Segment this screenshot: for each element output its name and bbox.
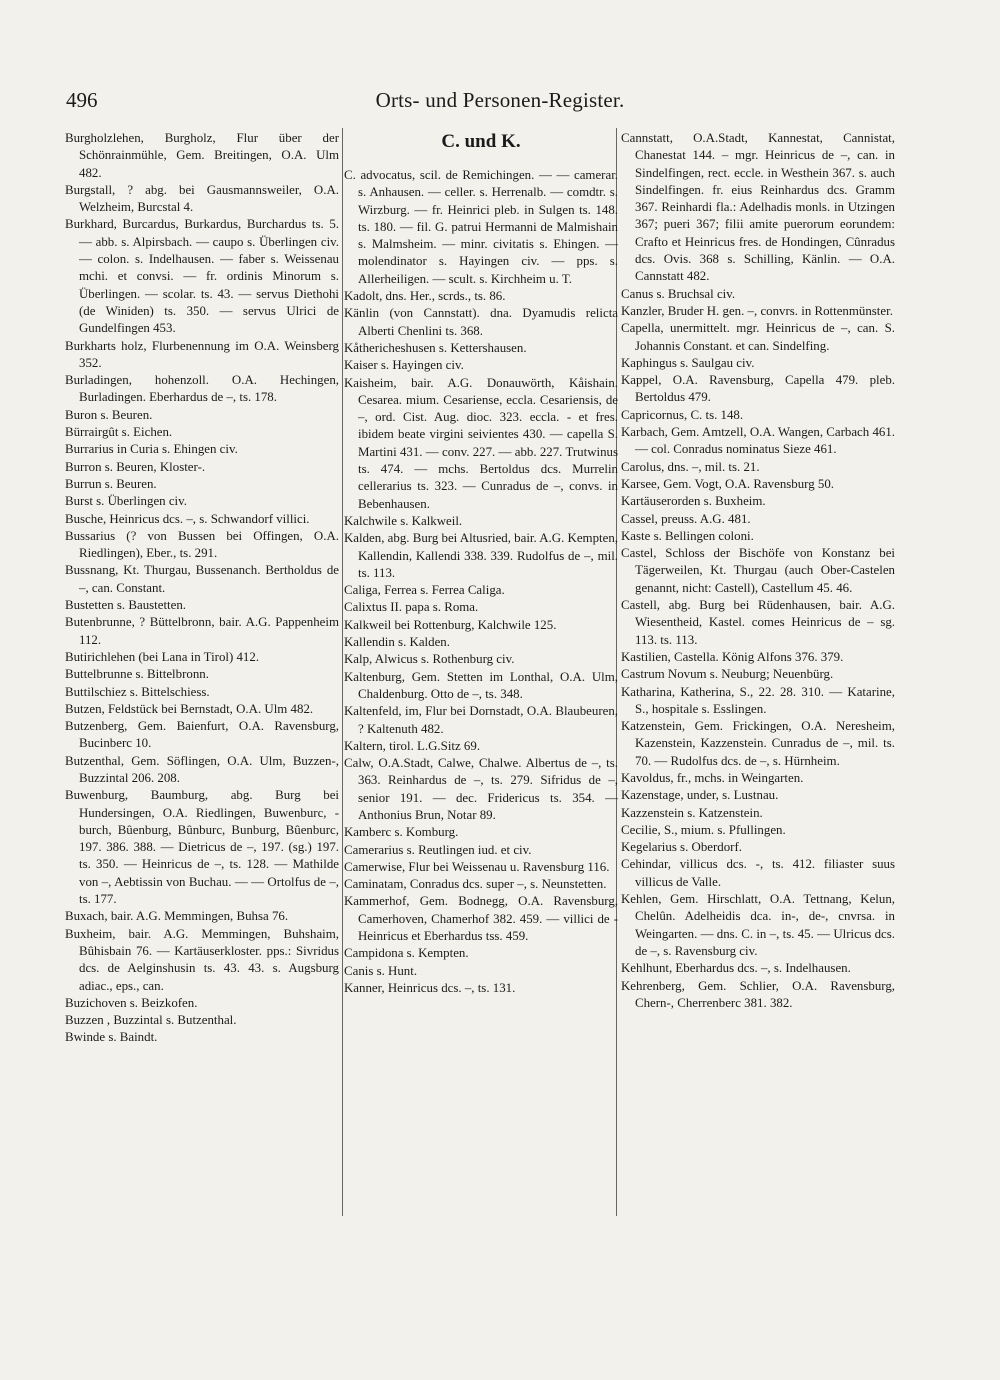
register-entry: Bussarius (? von Bussen bei Offingen, O.A. Riedlingen), Eber., ts. 291.	[65, 528, 339, 561]
register-entry: Caminatam, Conradus dcs. super –, s. Neunstetten.	[344, 877, 607, 892]
register-entry: Kåthericheshusen s. Kettershausen.	[344, 340, 527, 355]
register-entry: Kappel, O.A. Ravensburg, Capella 479. pleb. Bertoldus 479.	[621, 373, 895, 405]
register-entry: Kammerhof, Gem. Bodnegg, O.A. Ravensburg, Camerhoven, Chamerhof 382. 459. — villici de - Heinricus et Eberhardus tss. 459.	[344, 894, 618, 944]
register-entry: Katzenstein, Gem. Frickingen, O.A. Neresheim, Kazenstein, Kazzenstein. Cunradus de –, mil. ts. 70. — Rudolfus dcs. de –, s. Hürnheim.	[621, 719, 895, 768]
register-entry: Kalkweil bei Rottenburg, Kalchwile 125.	[344, 617, 557, 632]
register-entry: Bussnang, Kt. Thurgau, Bussenanch. Bertholdus de –, can. Constant.	[65, 563, 339, 595]
register-entry: Cehindar, villicus dcs. -, ts. 412. filiaster suus villicus de Valle.	[621, 857, 895, 889]
register-entry: Calixtus II. papa s. Roma.	[344, 600, 479, 615]
register-entry: Campidona s. Kempten.	[344, 946, 469, 961]
register-entry: Calw, O.A.Stadt, Calwe, Chalwe. Albertus de –, ts. 363. Reinhardus de –, ts. 279. Sifridus de –, senior 191. — dec. Fridericus ts. 354. — Anthonius Brun, Notar 89.	[344, 756, 618, 822]
register-entry: Kavoldus, fr., mchs. in Weingarten.	[621, 770, 804, 785]
register-entry: Kanner, Heinricus dcs. –, ts. 131.	[344, 980, 516, 995]
register-entry: Buttelbrunne s. Bittelbronn.	[65, 667, 209, 682]
section-heading: C. und K.	[441, 131, 521, 152]
register-entry: Kalp, Alwicus s. Rothenburg civ.	[344, 652, 515, 667]
register-entry: Burkharts holz, Flurbenennung im O.A. Weinsberg 352.	[65, 338, 339, 370]
register-entry: Känlin (von Cannstatt). dna. Dyamudis relicta Alberti Chenlini ts. 368.	[344, 306, 618, 338]
register-entry: Bustetten s. Baustetten.	[65, 598, 187, 613]
register-entry: Kehlhunt, Eberhardus dcs. –, s. Indelhausen.	[621, 961, 851, 976]
register-entry: Camerwise, Flur bei Weissenau u. Ravensburg 116.	[344, 859, 610, 874]
register-entry: Kaiser s. Hayingen civ.	[344, 358, 464, 373]
register-entry: Burrun s. Beuren.	[65, 476, 157, 491]
register-entry: Kehlen, Gem. Hirschlatt, O.A. Tettnang, Kelun, Chelûn. Adelheidis dca. in-, de-, cnvrsa. in Weingarten. — dns. C. in –, ts. 45. — Ulricus dcs. de –, s. Ravensburg civ.	[621, 892, 895, 958]
register-entry: Kegelarius s. Oberdorf.	[621, 840, 742, 855]
column-divider	[342, 128, 343, 1216]
register-entry: Burron s. Beuren, Kloster-.	[65, 459, 206, 474]
register-entry: Cecilie, S., mium. s. Pfullingen.	[621, 822, 786, 837]
register-entry: Capella, unermittelt. mgr. Heinricus de –, can. S. Johannis Constant. et can. Sindelfing.	[621, 321, 895, 353]
register-entry: Buxheim, bair. A.G. Memmingen, Buhshaim, Bûhisbain 76. — Kartäuserkloster. pps.: Sivridus dcs. de Aelginshusin ts. 43. 43. s. Augsburg adiac., eps., can.	[65, 926, 339, 993]
register-entry: Kalden, abg. Burg bei Altusried, bair. A.G. Kempten, Kallendin, Kallendi 338. 339. Rudolfus de –, mil. ts. 113.	[344, 531, 618, 580]
register-entry: Kamberc s. Komburg.	[344, 825, 459, 840]
register-column-2	[344, 130, 618, 997]
register-entry: C. advocatus, scil. de Remichingen. — — camerar. s. Anhausen. — celler. s. Herrenalb. — comdtr. s. Wirzburg. — fr. Heinrici pleb. in Sulgen ts. 148. ts. 180. — fil. G. patrui Hermanni de Malmishain s. Malmsheim. — minr. civitatis s. Ehingen. — molendinator s. Hayingen civ. — pps. s. Allerheiligen. — scult. s. Kirchheim u. T.	[344, 168, 618, 286]
register-entry: Kaisheim, bair. A.G. Donauwörth, Kåishain. Cesarea. mium. Cesariense, eccla. Cesariensis, de –, ord. Cist. Aug. dioc. 323. eccla. - et fres. ibidem beate virgini seivientes 430. — capella S. Martini 431. — conv. 227. — abb. 227. Trutwinus ts. 474. — mchs. Bertoldus dcs. Murrelin cellerarius ts. 323. — Cunradus de –, convs. in Bebenhausen.	[344, 375, 618, 511]
register-entry: Karsee, Gem. Vogt, O.A. Ravensburg 50.	[621, 476, 835, 491]
register-column-3	[621, 130, 895, 1012]
register-entry: Burgstall, ? abg. bei Gausmannsweiler, O.A. Welzheim, Burcstal 4.	[65, 182, 339, 215]
register-entry: Canis s. Hunt.	[344, 963, 418, 978]
register-entry: Kallendin s. Kalden.	[344, 635, 450, 650]
register-entry: Kaltenfeld, im, Flur bei Dornstadt, O.A. Blaubeuren, ? Kaltenuth 482.	[344, 704, 618, 736]
register-entry: Kartäuserorden s. Buxheim.	[621, 494, 766, 509]
register-entry: Buzichoven s. Beizkofen.	[65, 995, 198, 1010]
register-entry: Bürrairgût s. Eichen.	[65, 425, 173, 440]
register-entry: Butzen, Feldstück bei Bernstadt, O.A. Ulm 482.	[65, 701, 314, 716]
page-title: Orts- und Personen-Register.	[375, 88, 625, 112]
register-entry: Kalchwile s. Kalkweil.	[344, 513, 463, 528]
register-entry: Castrum Novum s. Neuburg; Neuenbürg.	[621, 667, 834, 682]
register-entry: Busche, Heinricus dcs. –, s. Schwandorf villici.	[65, 511, 310, 526]
register-entry: Buzzen , Buzzintal s. Butzenthal.	[65, 1013, 237, 1028]
register-entry: Buttilschiez s. Bittelschiess.	[65, 684, 210, 699]
register-entry: Kazzenstein s. Katzenstein.	[621, 805, 763, 820]
register-entry: Burrarius in Curia s. Ehingen civ.	[65, 442, 238, 457]
register-column-1	[65, 130, 339, 1047]
register-entry: Burst s. Überlingen civ.	[65, 494, 187, 509]
register-entry: Castell, abg. Burg bei Rüdenhausen, bair. A.G. Wiesentheid, Kastel. comes Heinricus de – sg. 113. ts. 113.	[621, 598, 895, 647]
register-entry: Karbach, Gem. Amtzell, O.A. Wangen, Carbach 461. — col. Conradus nominatus Sieze 461.	[621, 425, 896, 457]
register-entry: Kaphingus s. Saulgau civ.	[621, 355, 755, 370]
register-entry: Kazenstage, under, s. Lustnau.	[621, 788, 779, 803]
register-entry: Buwenburg, Baumburg, abg. Burg bei Hundersingen, O.A. Riedlingen, Buwenburc, -burch, Bûenburg, Bûnburc, Bunburg, Bûenburc, 197. 386. 388. — Dietricus de –, 197. (sg.) 197. ts. 350. — Heinricus de –, ts. 128. — Mathilde von –, Aebtissin von Buchau. — — Ortolfus de –, ts. 177.	[65, 788, 339, 907]
register-entry: Kastilien, Castella. König Alfons 376. 379.	[621, 649, 844, 664]
register-entry: Kaltenburg, Gem. Stetten im Lonthal, O.A. Ulm, Chaldenburg. Otto de –, ts. 348.	[344, 669, 618, 701]
register-entry: Butenbrunne, ? Büttelbronn, bair. A.G. Pappenheim 112.	[65, 615, 339, 647]
register-entry: Kadolt, dns. Her., scrds., ts. 86.	[344, 289, 506, 304]
register-entry: Butirichlehen (bei Lana in Tirol) 412.	[65, 649, 260, 664]
register-entry: Cannstatt, O.A.Stadt, Kannestat, Cannistat, Chanestat 144. – mgr. Heinricus de –, can. in Sindelfingen, rect. eccle. in Westhein 367. s. auch Sindelfingen. fr. eius Reinhardus dcs. Gramm 367. Reinhardi fla.: Adelhadis monls. in Utzingen 367; pueri 367; filii amite puerorum eorundem: Crafto et Heinricus fres. de Hondingen, Cûnradus dcs. Ovis. 368 s. Schilling, Känlin. — O.A. Cannstatt 482.	[621, 131, 895, 284]
register-entry: Kaste s. Bellingen coloni.	[621, 528, 754, 543]
register-entry: Butzenthal, Gem. Söflingen, O.A. Ulm, Buzzen-, Buzzintal 206. 208.	[65, 753, 339, 785]
register-entry: Kehrenberg, Gem. Schlier, O.A. Ravensburg, Chern-, Cherrenberc 381. 382.	[621, 978, 895, 1010]
register-entry: Canus s. Bruchsal civ.	[621, 286, 736, 301]
register-entry: Bwinde s. Baindt.	[65, 1030, 158, 1045]
register-entry: Buxach, bair. A.G. Memmingen, Buhsa 76.	[65, 909, 289, 924]
register-entry: Burkhard, Burcardus, Burkardus, Burchardus ts. 5. — abb. s. Alpirsbach. — caupo s. Überlingen civ. — colon. s. Indelhausen. — faber s. Weissenau mchi. et convsi. — fr. ordinis Minorum s. Überlingen. — scolar. ts. 43. — servus Diethohi (de Winiden) ts. 350. — servus Ulrici de Gundelfingen 453.	[65, 217, 339, 336]
page-number: 496	[66, 88, 98, 112]
register-entry: Cassel, preuss. A.G. 481.	[621, 511, 751, 526]
register-entry: Carolus, dns. –, mil. ts. 21.	[621, 459, 760, 474]
register-entry: Burgholzlehen, Burgholz, Flur über der Schönrainmühle, Gem. Breitingen, O.A. Ulm 482.	[65, 131, 339, 180]
register-entry: Kanzler, Bruder H. gen. –, convrs. in Rottenmünster.	[621, 303, 893, 318]
register-entry: Burladingen, hohenzoll. O.A. Hechingen, Burladingen. Eberhardus de –, ts. 178.	[65, 373, 339, 405]
register-entry: Castel, Schloss der Bischöfe von Konstanz bei Tägerweilen, Kt. Thurgau (auch Ober-Castelen genannt, nicht: Castell), Castellum 45. 46.	[621, 546, 895, 595]
register-entry: Buron s. Beuren.	[65, 407, 153, 422]
register-entry: Caliga, Ferrea s. Ferrea Caliga.	[344, 583, 505, 598]
register-entry: Capricornus, C. ts. 148.	[621, 407, 744, 422]
register-entry: Butzenberg, Gem. Baienfurt, O.A. Ravensburg, Bucinberc 10.	[65, 719, 339, 751]
register-entry: Camerarius s. Reutlingen iud. et civ.	[344, 842, 532, 857]
register-entry: Katharina, Katherina, S., 22. 28. 310. — Katarine, S., hospitale s. Esslingen.	[621, 684, 895, 716]
register-entry: Kaltern, tirol. L.G.Sitz 69.	[344, 738, 481, 753]
